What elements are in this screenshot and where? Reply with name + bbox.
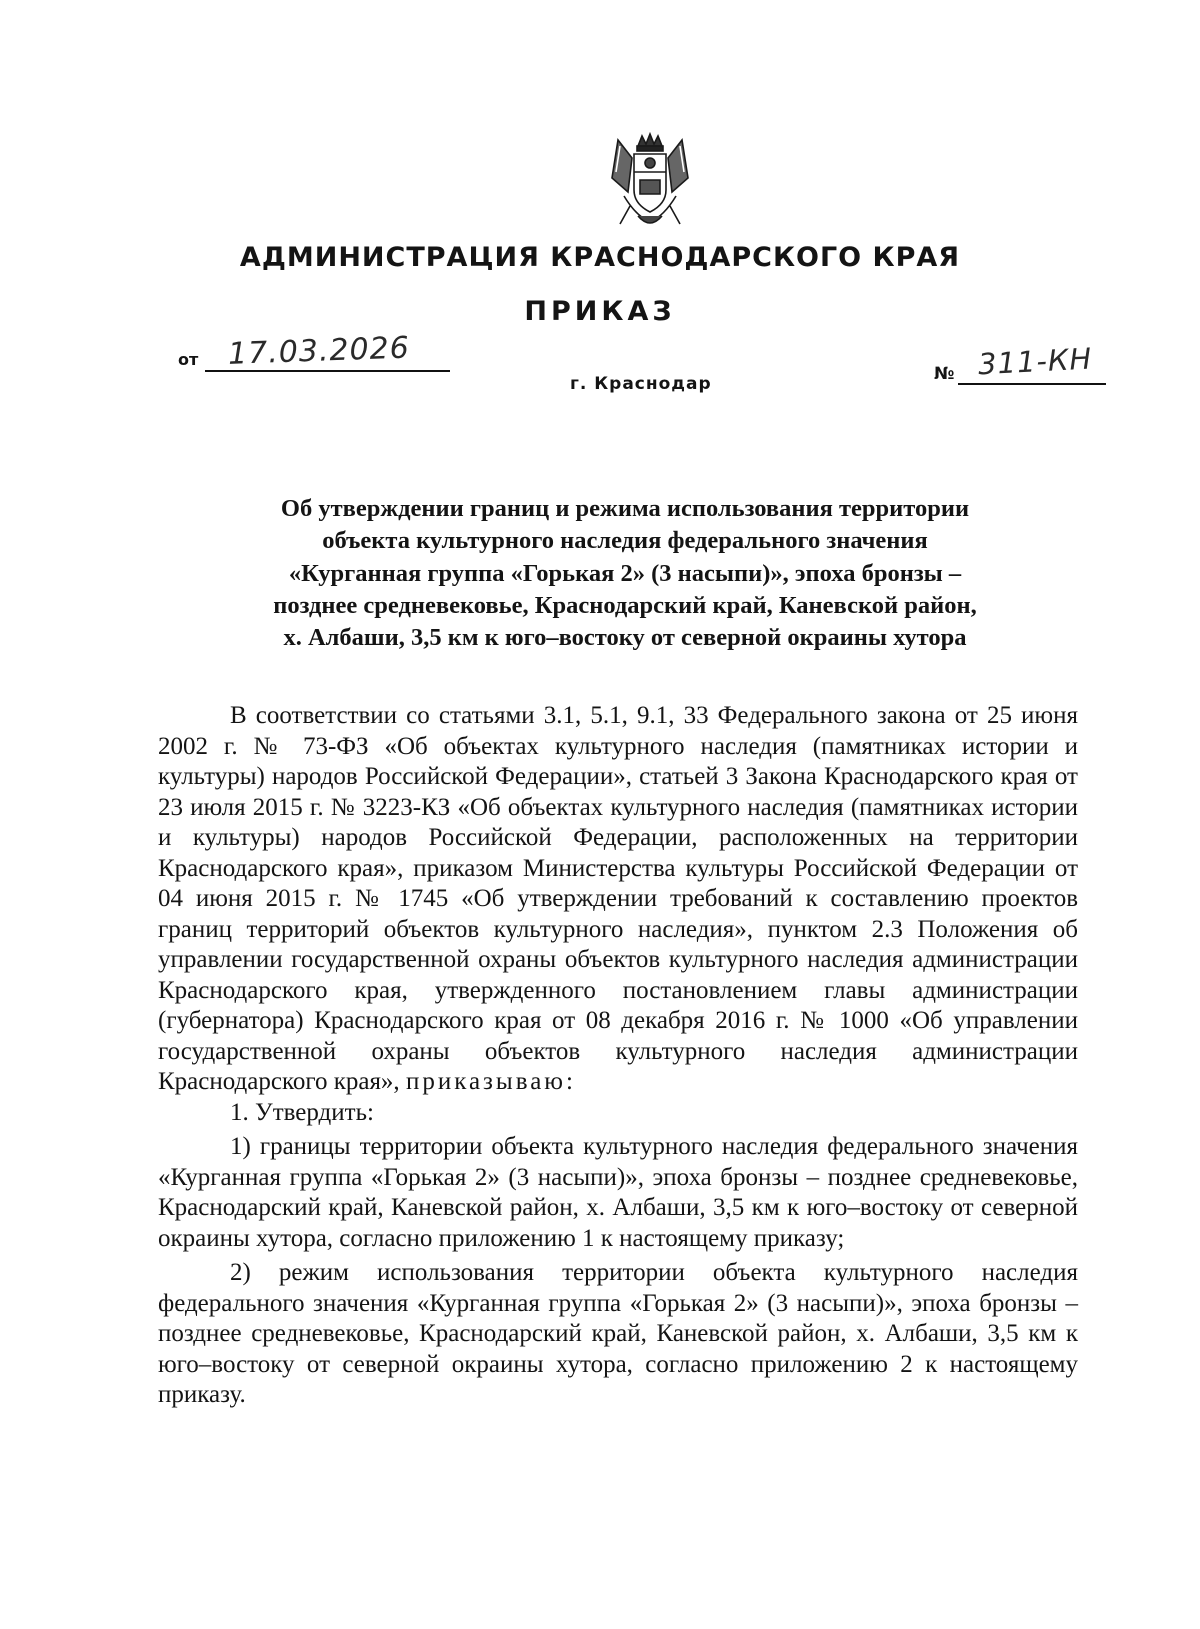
number-prefix: № bbox=[934, 364, 955, 384]
subject-line: «Курганная группа «Горькая 2» (3 насыпи)», эпоха бронзы – bbox=[288, 559, 962, 587]
order-word: приказываю: bbox=[405, 1068, 576, 1095]
preamble-paragraph bbox=[158, 701, 1078, 1098]
subject-line: х. Албаши, 3,5 км к юго–востоку от северной окраины хутора bbox=[283, 624, 967, 652]
subject-line: объекта культурного наследия федерального значения bbox=[322, 527, 928, 555]
date-prefix: от bbox=[178, 350, 199, 369]
document-type: ПРИКАЗ bbox=[524, 296, 676, 327]
number-handwritten: 311-КН bbox=[977, 341, 1094, 382]
item-1-1: 1) границы территории объекта культурного наследия федерального значения «Курганная группа «Горькая 2» (3 насыпи)», эпоха бронзы – позднее средневековье, Краснодарский край, Каневской район, х. Албаши, 3,5 км к юго–востоку от северной окраины хутора, согласно приложению 1 к настоящему приказу; bbox=[158, 1133, 1078, 1252]
coat-of-arms-icon bbox=[590, 132, 710, 232]
number-underline bbox=[958, 383, 1106, 385]
place-of-issue: г. Краснодар bbox=[570, 374, 712, 394]
item-1: 1. Утвердить: bbox=[230, 1098, 374, 1126]
item-1-2: 2) режим использования территории объекта культурного наследия федерального значения «Курганная группа «Горькая 2» (3 насыпи)», эпоха бронзы – позднее средневековье, Краснодарский край, Каневской район, х. Албаши, 3,5 км к юго–востоку от северной окраины хутора, согласно приложению 2 к настоящему приказу. bbox=[158, 1259, 1078, 1408]
document-body bbox=[158, 701, 1078, 1411]
subject-line: позднее средневековье, Краснодарский край, Каневской район, bbox=[273, 591, 977, 619]
organization-title: АДМИНИСТРАЦИЯ КРАСНОДАРСКОГО КРАЯ bbox=[239, 242, 961, 273]
preamble-text: В соответствии со статьями 3.1, 5.1, 9.1, 33 Федерального закона от 25 июня 2002 г. № 73-ФЗ «Об объектах культурного наследия (памятниках истории и культуры) народов Российской Федерации», статьей 3 Закона Краснодарского края от 23 июля 2015 г. № 3223-КЗ «Об объектах культурного наследия (памятниках истории и культуры) народов Российской Федерации, расположенных на территории Краснодарского края», приказом Министерства культуры Российской Федерации от 04 июня 2015 г. № 1745 «Об утверждении требований к составлению проектов границ территорий объектов культурного наследия», пунктом 2.3 Положения об управлении государственной охраны объектов культурного наследия администрации Краснодарского края, утвержденного постановлением главы администрации (губернатора) Краснодарского края от 08 декабря 2016 г. № 1000 «Об управлении государственной охраны объектов культурного наследия администрации Краснодарского края», bbox=[158, 702, 1078, 1095]
subject-line: Об утверждении границ и режима использования территории bbox=[280, 495, 970, 522]
document-subject bbox=[160, 493, 1090, 654]
date-handwritten: 17.03.2026 bbox=[227, 330, 411, 372]
